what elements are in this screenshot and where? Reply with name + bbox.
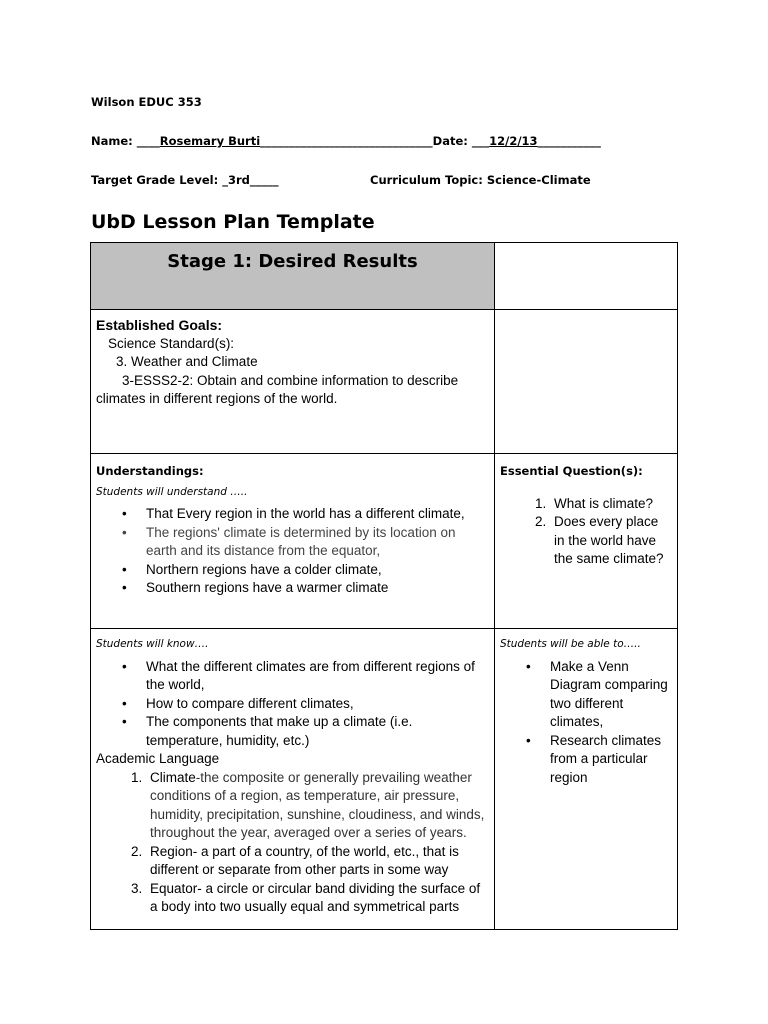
list-item: • The regions' climate is determined by its location on earth and its distance from the equator, [146,524,489,561]
name-blank: ______________________________ [260,134,433,148]
list-item: • What the different climates are from different regions of the world, [146,658,489,695]
term-definition: - a circle or circular band dividing the surface of a body into two usually equal and symmetrical parts [150,880,481,914]
students-will-know-cell[interactable] [91,629,495,930]
name-date-line [91,134,601,148]
curriculum-topic[interactable]: Curriculum Topic: Science-Climate [370,173,591,187]
students-able-to-cell[interactable] [495,629,678,930]
list-item [146,880,489,917]
list-item [146,843,489,880]
understandings-subheading: Students will understand ….. [96,485,248,498]
term-definition: - a part of a country, of the world, etc., that is different or separate from other parts in some way [150,843,459,877]
essential-questions-heading: Essential Question(s): [500,464,643,478]
target-grade-level[interactable]: Target Grade Level: _3rd_____ [91,173,279,187]
name-value[interactable]: Rosemary Burti [159,134,261,148]
list-item: 2. Does every place in the world have the same climate? [550,513,672,569]
standard-code: 3-ESSS2-2: Obtain and combine information to describe [122,372,459,388]
goals-empty-cell[interactable] [495,310,678,454]
list-item: • Northern regions have a colder climate, [146,561,489,580]
established-goals-cell[interactable] [91,310,495,454]
list-item: • Research climates from a particular region [550,732,672,788]
list-item [146,769,489,843]
name-label: Name: ____ [91,134,160,148]
date-blank: ___________ [537,134,601,148]
able-to-list [500,658,672,788]
list-item: 1. What is climate? [550,495,672,514]
academic-language-list [96,769,489,917]
term: Climate [150,769,196,785]
list-item: • Make a Venn Diagram comparing two different climates, [550,658,672,732]
stage-title: Stage 1: Desired Results [167,251,418,272]
standard-topic: 3. Weather and Climate [116,354,258,369]
standard-description: climates in different regions of the world. [96,391,338,406]
course-label: Wilson EDUC 353 [91,95,202,109]
understandings-list [96,505,489,598]
able-to-subheading: Students will be able to….. [500,638,641,650]
understandings-heading: Understandings: [96,464,204,478]
essential-questions-list [500,495,672,569]
stage-header-empty-cell[interactable] [495,243,678,310]
essential-questions-cell[interactable] [495,454,678,629]
page-title: UbD Lesson Plan Template [91,211,375,233]
term: Equator [150,880,198,896]
list-item: • Southern regions have a warmer climate [146,579,489,598]
date-value[interactable]: 12/2/13 [489,134,538,148]
know-subheading: Students will know…. [96,638,209,650]
term: Region [150,843,193,859]
lesson-plan-table [90,242,678,930]
list-item: • That Every region in the world has a different climate, [146,505,489,524]
academic-language-heading: Academic Language [96,751,220,766]
established-goals-heading: Established Goals: [96,317,223,333]
list-item: • How to compare different climates, [146,695,489,714]
science-standard-label: Science Standard(s): [108,335,235,351]
list-item: • The components that make up a climate (i.e. temperature, humidity, etc.) [146,713,489,750]
know-list [96,658,489,751]
term-definition: -the composite or generally prevailing weather conditions of a region, as temperature, air pressure, humidity, precipitation, sunshine, cloudiness, and winds, throughout the year, averaged over a series of years. [150,769,485,840]
stage-header-cell [91,243,495,310]
understandings-cell[interactable] [91,454,495,629]
date-label: Date: ___ [432,134,490,148]
